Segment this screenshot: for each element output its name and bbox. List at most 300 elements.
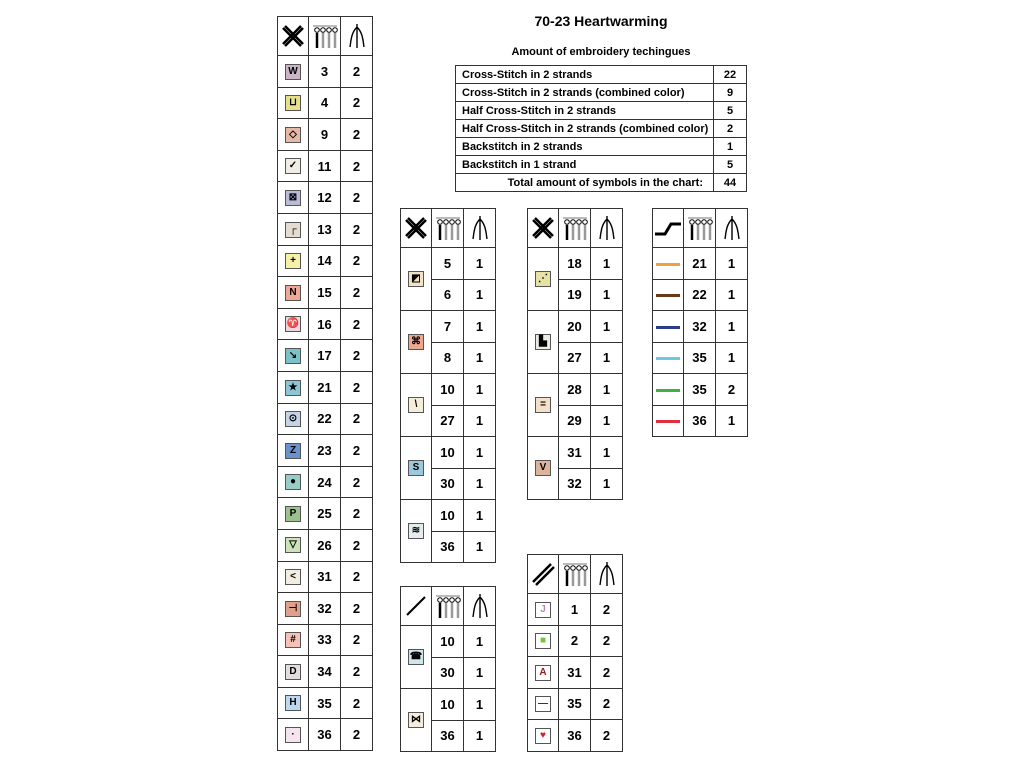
thread-number: 10 <box>432 437 464 469</box>
symbol-key: ■ <box>535 633 551 649</box>
table-header-row <box>528 209 623 248</box>
line-color-cell <box>653 311 684 343</box>
thread-number: 1 <box>559 594 591 626</box>
symbol-cell <box>278 87 309 119</box>
strand-count: 1 <box>464 405 496 437</box>
thread-number: 29 <box>559 405 591 437</box>
summary-total-row <box>456 174 747 192</box>
thread-number: 36 <box>432 720 464 752</box>
table-row <box>278 687 373 719</box>
header-cell <box>653 209 684 248</box>
techniques-summary-table <box>455 65 747 192</box>
strand-count: 1 <box>464 468 496 500</box>
strand-count: 1 <box>464 720 496 752</box>
chart-title: 70-23 Heartwarming <box>534 13 668 29</box>
table-row <box>278 719 373 751</box>
strand-count: 2 <box>341 182 373 214</box>
technique-count: 1 <box>714 138 747 156</box>
symbol-cell <box>278 182 309 214</box>
technique-count: 22 <box>714 66 747 84</box>
symbol-key: Z <box>285 443 301 459</box>
thread-number: 14 <box>309 245 341 277</box>
thread-number-icon <box>435 215 461 241</box>
summary-row <box>456 102 747 120</box>
strand-count: 2 <box>591 657 623 689</box>
backstitch-line-swatch <box>656 294 680 297</box>
strand-count: 1 <box>591 248 623 280</box>
thread-number: 31 <box>559 657 591 689</box>
strand-count: 2 <box>341 561 373 593</box>
strand-count: 2 <box>341 498 373 530</box>
strand-count: 1 <box>464 689 496 721</box>
thread-number: 32 <box>559 468 591 500</box>
table-row <box>653 405 748 437</box>
line-color-cell <box>653 342 684 374</box>
table-row <box>653 248 748 280</box>
symbol-key: — <box>535 696 551 712</box>
technique-label: Half Cross-Stitch in 2 strands (combined color) <box>456 120 714 138</box>
symbol-key: ⋈ <box>408 712 424 728</box>
total-label: Total amount of symbols in the chart: <box>456 174 714 192</box>
table-row <box>653 342 748 374</box>
header-cell <box>432 587 464 626</box>
symbol-key: ▙ <box>535 334 551 350</box>
strands-needle-icon <box>722 215 742 241</box>
thread-number: 23 <box>309 435 341 467</box>
symbol-cell <box>528 311 559 374</box>
strand-count: 2 <box>341 56 373 88</box>
header-cell <box>432 209 464 248</box>
symbol-cell <box>278 403 309 435</box>
thread-number: 30 <box>432 468 464 500</box>
thread-number: 34 <box>309 656 341 688</box>
symbol-cell <box>278 277 309 309</box>
strand-count: 2 <box>341 593 373 625</box>
cross-stitch-icon <box>281 24 305 48</box>
cross-stitch-icon <box>531 216 555 240</box>
strand-count: 1 <box>591 279 623 311</box>
symbol-key: W <box>285 64 301 80</box>
table-row <box>278 150 373 182</box>
symbol-cell <box>401 374 432 437</box>
thread-number: 20 <box>559 311 591 343</box>
symbol-cell <box>401 626 432 689</box>
symbol-cell <box>278 656 309 688</box>
symbol-key: H <box>285 695 301 711</box>
thread-number: 10 <box>432 689 464 721</box>
backstitch-icon <box>653 216 683 240</box>
thread-number: 13 <box>309 213 341 245</box>
backstitch-line-swatch <box>656 263 680 266</box>
thread-number: 21 <box>684 248 716 280</box>
symbol-key: ⊣ <box>285 601 301 617</box>
symbol-cell <box>528 374 559 437</box>
symbol-cell <box>278 56 309 88</box>
table-row <box>528 374 623 406</box>
header-cell <box>341 17 373 56</box>
thread-number-icon <box>312 23 338 49</box>
thread-number: 35 <box>684 342 716 374</box>
table-row <box>278 308 373 340</box>
symbol-key: S <box>408 460 424 476</box>
header-cell <box>684 209 716 248</box>
symbol-key: ⋰ <box>535 271 551 287</box>
strand-count: 1 <box>716 279 748 311</box>
thread-number-icon <box>562 215 588 241</box>
table-row <box>528 437 623 469</box>
symbol-key: ★ <box>285 380 301 396</box>
header-cell <box>559 209 591 248</box>
thread-number: 22 <box>309 403 341 435</box>
thread-number: 36 <box>432 531 464 563</box>
strand-count: 2 <box>341 119 373 151</box>
table-row <box>278 403 373 435</box>
symbol-cell <box>278 593 309 625</box>
table-row <box>278 561 373 593</box>
header-cell <box>528 209 559 248</box>
strand-count: 2 <box>591 720 623 752</box>
table-row <box>278 435 373 467</box>
symbol-key: ▽ <box>285 537 301 553</box>
symbol-cell <box>278 119 309 151</box>
thread-number: 33 <box>309 624 341 656</box>
technique-label: Cross-Stitch in 2 strands (combined color) <box>456 84 714 102</box>
thread-number: 10 <box>432 626 464 658</box>
thread-number: 35 <box>559 688 591 720</box>
symbol-key: ♥ <box>535 728 551 744</box>
thread-number: 17 <box>309 340 341 372</box>
strand-count: 2 <box>591 688 623 720</box>
symbol-key: D <box>285 664 301 680</box>
symbol-cell <box>528 248 559 311</box>
symbol-key: V <box>535 460 551 476</box>
symbol-key: ☎ <box>408 649 424 665</box>
thread-number: 10 <box>432 374 464 406</box>
table-row <box>528 657 623 689</box>
table-header-row <box>401 587 496 626</box>
symbol-cell <box>278 213 309 245</box>
symbol-cell <box>278 624 309 656</box>
technique-count: 5 <box>714 156 747 174</box>
thread-number-icon <box>435 593 461 619</box>
symbol-key: ⌘ <box>408 334 424 350</box>
strand-count: 1 <box>716 405 748 437</box>
strands-needle-icon <box>597 215 617 241</box>
symbol-key: ⊔ <box>285 95 301 111</box>
strand-count: 1 <box>591 468 623 500</box>
strand-count: 2 <box>341 687 373 719</box>
strand-count: 2 <box>341 150 373 182</box>
symbol-cell <box>278 498 309 530</box>
header-cell <box>309 17 341 56</box>
symbol-key: ≋ <box>408 523 424 539</box>
thread-number: 30 <box>432 657 464 689</box>
strand-count: 2 <box>341 87 373 119</box>
half-cross-stitch-table <box>527 554 623 752</box>
strand-count: 1 <box>591 437 623 469</box>
strand-count: 1 <box>464 531 496 563</box>
thread-number: 11 <box>309 150 341 182</box>
strand-count: 1 <box>464 374 496 406</box>
table-row <box>401 500 496 532</box>
symbol-key: ● <box>285 474 301 490</box>
header-cell <box>464 587 496 626</box>
header-cell <box>528 555 559 594</box>
table-row <box>528 594 623 626</box>
table-row <box>278 213 373 245</box>
thread-number: 12 <box>309 182 341 214</box>
symbol-key: \ <box>408 397 424 413</box>
thread-number: 32 <box>684 311 716 343</box>
technique-label: Backstitch in 1 strand <box>456 156 714 174</box>
thread-number: 27 <box>559 342 591 374</box>
symbol-key: P <box>285 506 301 522</box>
strand-count: 2 <box>341 308 373 340</box>
strand-count: 2 <box>341 466 373 498</box>
table-row <box>278 56 373 88</box>
symbol-key: · <box>285 727 301 743</box>
symbol-cell <box>278 561 309 593</box>
symbol-cell <box>278 308 309 340</box>
strand-count: 1 <box>591 311 623 343</box>
symbol-cell <box>278 435 309 467</box>
symbol-cell <box>401 689 432 752</box>
symbol-key: ◩ <box>408 271 424 287</box>
symbol-cell <box>278 340 309 372</box>
symbol-cell <box>278 719 309 751</box>
line-color-cell <box>653 405 684 437</box>
header-cell <box>464 209 496 248</box>
header-cell <box>401 587 432 626</box>
strand-count: 2 <box>341 624 373 656</box>
strand-count: 1 <box>464 248 496 280</box>
table-row <box>528 625 623 657</box>
table-row <box>401 311 496 343</box>
table-row <box>278 245 373 277</box>
symbol-key: J <box>535 602 551 618</box>
thread-number: 15 <box>309 277 341 309</box>
table-row <box>401 437 496 469</box>
table-row <box>278 466 373 498</box>
line-color-cell <box>653 374 684 406</box>
header-cell <box>278 17 309 56</box>
summary-row <box>456 84 747 102</box>
symbol-key: ⊙ <box>285 411 301 427</box>
symbol-cell <box>528 594 559 626</box>
technique-count: 2 <box>714 120 747 138</box>
table-row <box>278 340 373 372</box>
table-row <box>278 498 373 530</box>
header-cell <box>716 209 748 248</box>
table-row <box>278 371 373 403</box>
table-row <box>278 277 373 309</box>
symbol-key: ↘ <box>285 348 301 364</box>
summary-row <box>456 120 747 138</box>
backstitch-line-swatch <box>656 420 680 423</box>
table-row <box>401 248 496 280</box>
table-row <box>278 182 373 214</box>
table-row <box>278 624 373 656</box>
table-row <box>528 248 623 280</box>
symbol-key: ┌ <box>285 222 301 238</box>
symbol-cell <box>528 437 559 500</box>
thread-number: 4 <box>309 87 341 119</box>
summary-row <box>456 156 747 174</box>
symbol-key: ⊠ <box>285 190 301 206</box>
table-row <box>278 593 373 625</box>
thread-number: 35 <box>684 374 716 406</box>
table-row <box>278 529 373 561</box>
summary-row <box>456 138 747 156</box>
symbol-key: = <box>535 397 551 413</box>
backstitch-line-swatch <box>656 326 680 329</box>
header-cell <box>591 555 623 594</box>
table-row <box>528 688 623 720</box>
table-row <box>528 720 623 752</box>
thread-number: 3 <box>309 56 341 88</box>
symbol-cell <box>528 720 559 752</box>
thread-number: 24 <box>309 466 341 498</box>
table-row <box>653 311 748 343</box>
header-cell <box>591 209 623 248</box>
strands-needle-icon <box>470 215 490 241</box>
technique-count: 5 <box>714 102 747 120</box>
thread-number: 35 <box>309 687 341 719</box>
symbol-key: A <box>535 665 551 681</box>
table-header-row <box>278 17 373 56</box>
header-cell <box>401 209 432 248</box>
techniques-subtitle: Amount of embroidery techingues <box>511 46 691 58</box>
table-header-row <box>401 209 496 248</box>
strand-count: 1 <box>464 342 496 374</box>
table-row <box>401 374 496 406</box>
symbol-key: ✓ <box>285 158 301 174</box>
symbol-cell <box>401 311 432 374</box>
symbol-key: N <box>285 285 301 301</box>
strand-count: 1 <box>716 342 748 374</box>
table-row <box>653 279 748 311</box>
symbol-key: + <box>285 253 301 269</box>
thread-number: 19 <box>559 279 591 311</box>
thread-number: 6 <box>432 279 464 311</box>
table-row <box>278 119 373 151</box>
symbol-cell <box>401 248 432 311</box>
strands-needle-icon <box>470 593 490 619</box>
strand-count: 2 <box>341 719 373 751</box>
technique-count: 9 <box>714 84 747 102</box>
symbol-cell <box>528 688 559 720</box>
strand-count: 1 <box>591 374 623 406</box>
strand-count: 2 <box>341 277 373 309</box>
symbol-cell <box>528 657 559 689</box>
table-row <box>401 626 496 658</box>
strand-count: 1 <box>716 248 748 280</box>
thread-number: 36 <box>559 720 591 752</box>
technique-label: Backstitch in 2 strands <box>456 138 714 156</box>
thread-number: 27 <box>432 405 464 437</box>
thread-number: 36 <box>309 719 341 751</box>
strand-count: 2 <box>341 213 373 245</box>
technique-label: Cross-Stitch in 2 strands <box>456 66 714 84</box>
thread-number: 36 <box>684 405 716 437</box>
total-count: 44 <box>714 174 747 192</box>
thread-number-icon <box>687 215 713 241</box>
thread-number: 28 <box>559 374 591 406</box>
strand-count: 2 <box>341 656 373 688</box>
table-header-row <box>528 555 623 594</box>
line-color-cell <box>653 248 684 280</box>
strand-count: 2 <box>341 245 373 277</box>
thread-number: 5 <box>432 248 464 280</box>
thread-number: 2 <box>559 625 591 657</box>
cross-stitch-icon <box>404 216 428 240</box>
thread-number: 18 <box>559 248 591 280</box>
strand-count: 2 <box>341 403 373 435</box>
combined-cross-stitch-table-b <box>527 208 623 500</box>
table-row <box>278 656 373 688</box>
thread-number: 10 <box>432 500 464 532</box>
symbol-cell <box>278 466 309 498</box>
strand-count: 1 <box>464 500 496 532</box>
strand-count: 1 <box>591 342 623 374</box>
thread-number: 21 <box>309 371 341 403</box>
symbol-cell <box>278 245 309 277</box>
symbol-key: < <box>285 569 301 585</box>
line-color-cell <box>653 279 684 311</box>
strand-count: 1 <box>464 626 496 658</box>
half-cross-combined-table <box>400 586 496 752</box>
thread-number: 25 <box>309 498 341 530</box>
symbol-cell <box>401 437 432 500</box>
thread-number: 26 <box>309 529 341 561</box>
backstitch-line-swatch <box>656 389 680 392</box>
strand-count: 2 <box>591 594 623 626</box>
strand-count: 1 <box>591 405 623 437</box>
strands-needle-icon <box>347 23 367 49</box>
thread-number: 32 <box>309 593 341 625</box>
thread-number: 7 <box>432 311 464 343</box>
cross-stitch-table <box>277 16 373 751</box>
summary-row <box>456 66 747 84</box>
strand-count: 1 <box>464 657 496 689</box>
backstitch-table <box>652 208 748 437</box>
symbol-cell <box>278 371 309 403</box>
thread-number: 31 <box>559 437 591 469</box>
symbol-key: ◇ <box>285 127 301 143</box>
table-header-row <box>653 209 748 248</box>
symbol-cell <box>528 625 559 657</box>
symbol-cell <box>278 529 309 561</box>
symbol-key: ♈ <box>285 316 301 332</box>
symbol-cell <box>401 500 432 563</box>
thread-number: 31 <box>309 561 341 593</box>
symbol-key: # <box>285 632 301 648</box>
strand-count: 2 <box>716 374 748 406</box>
strand-count: 2 <box>341 340 373 372</box>
strand-count: 1 <box>464 437 496 469</box>
strands-needle-icon <box>597 561 617 587</box>
half-cross-stitch-icon <box>404 594 428 618</box>
strand-count: 2 <box>591 625 623 657</box>
table-row <box>401 689 496 721</box>
header-cell <box>559 555 591 594</box>
symbol-cell <box>278 150 309 182</box>
thread-number: 16 <box>309 308 341 340</box>
strand-count: 2 <box>341 371 373 403</box>
table-row <box>528 311 623 343</box>
technique-label: Half Cross-Stitch in 2 strands <box>456 102 714 120</box>
thread-number: 22 <box>684 279 716 311</box>
